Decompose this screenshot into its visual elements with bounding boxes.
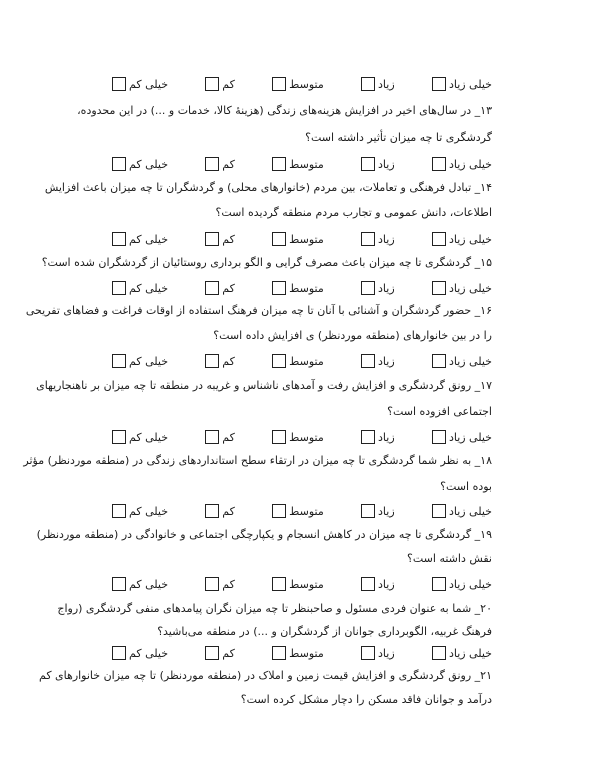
option-high[interactable]: زیاد [361, 281, 395, 295]
checkbox[interactable] [112, 646, 126, 660]
option-very-low[interactable]: خیلی کم [112, 77, 168, 91]
option-very-low[interactable]: خیلی کم [112, 232, 168, 246]
checkbox[interactable] [361, 232, 375, 246]
option-very-high[interactable]: خیلی زیاد [432, 232, 492, 246]
option-medium[interactable]: متوسط [272, 577, 324, 591]
option-very-low[interactable]: خیلی کم [112, 430, 168, 444]
option-very-high[interactable]: خیلی زیاد [432, 157, 492, 171]
checkbox[interactable] [432, 281, 446, 295]
checkbox[interactable] [432, 577, 446, 591]
question-13-line-1: ۱۳_ در سال‌های اخیر در افزایش هزینه‌های زندگی (هزینهٔ کالا، خدمات و ...) در این محدوده، [77, 104, 492, 117]
checkbox[interactable] [205, 430, 219, 444]
checkbox[interactable] [205, 232, 219, 246]
checkbox[interactable] [432, 430, 446, 444]
answer-options-row [112, 575, 492, 593]
option-high[interactable]: زیاد [361, 77, 395, 91]
checkbox[interactable] [272, 577, 286, 591]
option-low[interactable]: کم [205, 281, 235, 295]
checkbox[interactable] [112, 232, 126, 246]
checkbox[interactable] [205, 504, 219, 518]
option-very-high[interactable]: خیلی زیاد [432, 430, 492, 444]
answer-options-row [112, 428, 492, 446]
option-very-high[interactable]: خیلی زیاد [432, 577, 492, 591]
checkbox[interactable] [361, 577, 375, 591]
option-low[interactable]: کم [205, 646, 235, 660]
option-medium[interactable]: متوسط [272, 646, 324, 660]
answer-options-row [112, 644, 492, 662]
option-medium[interactable]: متوسط [272, 281, 324, 295]
checkbox[interactable] [205, 354, 219, 368]
checkbox[interactable] [361, 504, 375, 518]
option-very-high[interactable]: خیلی زیاد [432, 354, 492, 368]
option-very-high[interactable]: خیلی زیاد [432, 281, 492, 295]
option-low[interactable]: کم [205, 232, 235, 246]
option-very-low[interactable]: خیلی کم [112, 646, 168, 660]
checkbox[interactable] [112, 504, 126, 518]
option-very-low[interactable]: خیلی کم [112, 354, 168, 368]
option-low[interactable]: کم [205, 354, 235, 368]
checkbox[interactable] [205, 157, 219, 171]
answer-options-row [112, 155, 492, 173]
option-very-high[interactable]: خیلی زیاد [432, 77, 492, 91]
answer-options-row [112, 75, 492, 93]
checkbox[interactable] [112, 77, 126, 91]
option-low[interactable]: کم [205, 157, 235, 171]
checkbox[interactable] [272, 646, 286, 660]
question-16-line-1: ۱۶_ حضور گردشگران و آشنائی با آنان تا چه میزان فرهنگ استفاده از اوقات فراغت و فضاهای تفریحی [25, 304, 492, 317]
option-very-low[interactable]: خیلی کم [112, 157, 168, 171]
option-high[interactable]: زیاد [361, 504, 395, 518]
option-low[interactable]: کم [205, 77, 235, 91]
question-15-line-1: ۱۵_ گردشگری تا چه میزان باعث مصرف گرایی و الگو برداری روستائیان از گردشگران شده است؟ [41, 256, 492, 269]
option-medium[interactable]: متوسط [272, 232, 324, 246]
checkbox[interactable] [205, 577, 219, 591]
option-high[interactable]: زیاد [361, 430, 395, 444]
checkbox[interactable] [205, 646, 219, 660]
option-high[interactable]: زیاد [361, 232, 395, 246]
checkbox[interactable] [112, 354, 126, 368]
checkbox[interactable] [361, 430, 375, 444]
checkbox[interactable] [272, 504, 286, 518]
checkbox[interactable] [272, 430, 286, 444]
option-medium[interactable]: متوسط [272, 354, 324, 368]
option-very-high[interactable]: خیلی زیاد [432, 646, 492, 660]
question-19-line-1: ۱۹_ گردشگری تا چه میزان در کاهش انسجام و یکپارچگی اجتماعی و خانوادگی در (منطقه موردنظر) [36, 528, 492, 541]
question-17-line-1: ۱۷_ رونق گردشگری و افزایش رفت و آمدهای ناشناس و غریبه در منطقه تا چه میزان بر ناهنجاریهای [36, 379, 492, 392]
question-21-line-1: ۲۱_ رونق گردشگری و افزایش قیمت زمین و املاک در (منطقه موردنظر) تا چه میزان خانوارهای کم [39, 669, 492, 682]
checkbox[interactable] [361, 281, 375, 295]
option-very-high[interactable]: خیلی زیاد [432, 504, 492, 518]
option-high[interactable]: زیاد [361, 157, 395, 171]
option-high[interactable]: زیاد [361, 646, 395, 660]
answer-options-row [112, 230, 492, 248]
checkbox[interactable] [205, 281, 219, 295]
option-medium[interactable]: متوسط [272, 77, 324, 91]
checkbox[interactable] [112, 577, 126, 591]
option-very-low[interactable]: خیلی کم [112, 281, 168, 295]
checkbox[interactable] [205, 77, 219, 91]
checkbox[interactable] [272, 157, 286, 171]
option-low[interactable]: کم [205, 504, 235, 518]
option-medium[interactable]: متوسط [272, 430, 324, 444]
checkbox[interactable] [272, 354, 286, 368]
question-14-line-2: اطلاعات، دانش عمومی و تجارب مردم منطقه گردیده است؟ [215, 206, 492, 219]
checkbox[interactable] [361, 354, 375, 368]
checkbox[interactable] [272, 77, 286, 91]
option-very-low[interactable]: خیلی کم [112, 504, 168, 518]
checkbox[interactable] [432, 77, 446, 91]
option-medium[interactable]: متوسط [272, 157, 324, 171]
answer-options-row [112, 352, 492, 370]
question-14-line-1: ۱۴_ تبادل فرهنگی و تعاملات، بین مردم (خانوارهای محلی) و گردشگران تا چه میزان باعث افزایش [44, 181, 492, 194]
checkbox[interactable] [432, 646, 446, 660]
question-13-line-2: گردشگری تا چه میزان تأثیر داشته است؟ [305, 131, 492, 144]
checkbox[interactable] [432, 504, 446, 518]
checkbox[interactable] [272, 281, 286, 295]
option-high[interactable]: زیاد [361, 577, 395, 591]
question-17-line-2: اجتماعی افزوده است؟ [387, 405, 492, 418]
checkbox[interactable] [272, 232, 286, 246]
checkbox[interactable] [112, 281, 126, 295]
question-18-line-2: بوده است؟ [440, 480, 492, 493]
question-20-line-1: ۲۰_ شما به عنوان فردی مسئول و صاحبنظر تا چه میزان نگران پیامدهای منفی گردشگری (رواج [57, 602, 492, 615]
checkbox[interactable] [361, 77, 375, 91]
question-21-line-2: درآمد و جوانان فاقد مسکن را دچار مشکل کرده است؟ [240, 693, 492, 706]
checkbox[interactable] [112, 430, 126, 444]
checkbox[interactable] [432, 157, 446, 171]
checkbox[interactable] [361, 157, 375, 171]
checkbox[interactable] [432, 354, 446, 368]
option-very-low[interactable]: خیلی کم [112, 577, 168, 591]
checkbox[interactable] [361, 646, 375, 660]
option-medium[interactable]: متوسط [272, 504, 324, 518]
checkbox[interactable] [432, 232, 446, 246]
question-20-line-2: فرهنگ غربیه، الگوبرداری جوانان از گردشگران و ...) در منطقه می‌باشید؟ [157, 625, 492, 638]
question-16-line-2: را در بین خانوارهای (منطقه موردنظر) ی افزایش داده است؟ [213, 329, 492, 342]
option-low[interactable]: کم [205, 430, 235, 444]
question-18-line-1: ۱۸_ به نظر شما گردشگری تا چه میزان در ارتقاء سطح استانداردهای زندگی در (منطقه موردنظر) مؤثر [23, 454, 492, 467]
option-low[interactable]: کم [205, 577, 235, 591]
answer-options-row [112, 279, 492, 297]
answer-options-row [112, 502, 492, 520]
option-high[interactable]: زیاد [361, 354, 395, 368]
checkbox[interactable] [112, 157, 126, 171]
question-19-line-2: نقش داشته است؟ [407, 552, 492, 565]
